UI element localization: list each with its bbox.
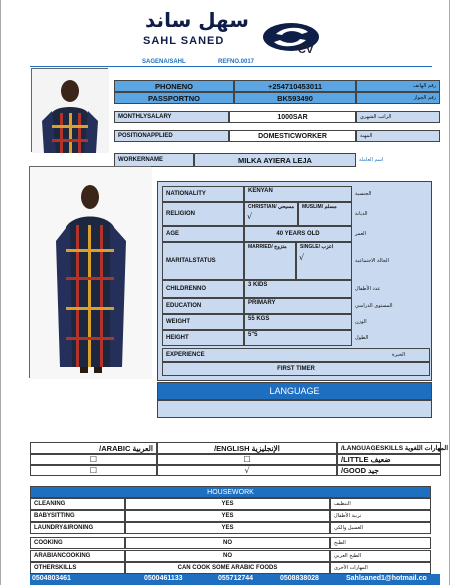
- lang-good-label: /GOOD جيد: [337, 465, 441, 476]
- hw-other-skills-value: CAN COOK SOME ARABIC FOODS: [125, 562, 330, 574]
- nationality-label-ar: الجنسية: [352, 186, 430, 202]
- experience-label: EXPERIENCE: [162, 348, 430, 362]
- worker-photo-full: [29, 166, 151, 378]
- weight-label: WEIGHT: [162, 314, 244, 330]
- nationality-label: NATIONALITY: [162, 186, 244, 202]
- children-label: CHILDRENNO: [162, 280, 244, 298]
- experience-label-ar: الخبرة: [392, 352, 406, 358]
- hw-laundry-label: LAUNDRY&IRONING: [30, 522, 125, 534]
- education-label-ar: المستوى الدراسي: [352, 298, 430, 314]
- lang-skills-header: /LANGUAGESKILLS المهارات اللغوية: [337, 442, 441, 454]
- housework-header: HOUSEWORK: [30, 486, 431, 498]
- phone-value: +254710453011: [234, 80, 356, 92]
- position-value: DOMESTICWORKER: [229, 130, 356, 142]
- hw-cooking-label-ar: الطبخ: [330, 537, 431, 549]
- nationality-value: KENYAN: [244, 186, 352, 202]
- religion-label-ar: الديانة: [352, 202, 430, 226]
- language-band: LANGUAGE: [157, 382, 432, 400]
- age-value: 40 YEARS OLD: [244, 226, 352, 242]
- position-label: POSITIONAPPLIED: [114, 130, 229, 142]
- footer-phone-2: 0500461133: [144, 575, 183, 582]
- contact-footer: [30, 574, 440, 585]
- height-value: 5"5: [244, 330, 352, 346]
- weight-label-ar: الوزن: [352, 314, 430, 330]
- hw-babysitting-label: BABYSITTING: [30, 510, 125, 522]
- lang-little-label: /LITTLE ضعيف: [337, 454, 441, 465]
- age-label-ar: العمر: [352, 226, 430, 242]
- salary-label-ar: الراتب الشهري: [356, 111, 440, 123]
- religion-option-muslim: MUSLIM/ مسلم: [298, 202, 352, 226]
- worker-portrait-icon: [32, 69, 109, 153]
- hw-cleaning-label: CLEANING: [30, 498, 125, 510]
- arabic-good-checkbox[interactable]: ☐: [30, 465, 157, 476]
- marital-option-single: SINGLE/ اعزب: [296, 242, 352, 280]
- agency-code: SAGENA/SAHL: [142, 59, 186, 65]
- religion-tick-icon: √: [247, 212, 253, 221]
- hw-laundry-value: YES: [125, 522, 330, 534]
- worker-name-value: MILKA AYIERA LEJA: [194, 153, 356, 167]
- reference-number: REFNO.0017: [218, 59, 255, 65]
- passport-label-ar: رقم الجواز: [356, 92, 440, 104]
- phone-label-ar: رقم الهاتف: [356, 80, 440, 92]
- worker-photo-small: [31, 68, 108, 152]
- hw-babysitting-value: YES: [125, 510, 330, 522]
- weight-value: 55 KGS: [244, 314, 352, 330]
- cv-title: CV: [298, 44, 314, 56]
- height-label-ar: الطول: [352, 330, 430, 346]
- religion-label: RELIGION: [162, 202, 244, 226]
- hw-babysitting-label-ar: تربية الأطفال: [330, 510, 431, 522]
- marital-label-ar: الحالة الاجتماعية: [352, 242, 430, 280]
- lang-arabic-header: /ARABIC العربية: [30, 442, 157, 454]
- english-good-tick-icon: √: [157, 465, 337, 476]
- religion-option-christian: CHRISTIAN/ مسيحي: [244, 202, 298, 226]
- salary-label: MONTHLYSALARY: [114, 111, 229, 123]
- passport-value: BK593490: [234, 92, 356, 104]
- footer-phone-4: 0508838028: [280, 575, 319, 582]
- hw-other-skills-label: OTHERSKILLS: [30, 562, 125, 574]
- footer-phone-1: 0504803461: [32, 575, 71, 582]
- hw-arabian-cooking-label: ARABIANCOOKING: [30, 550, 125, 562]
- english-little-checkbox[interactable]: ☐: [157, 454, 337, 465]
- salary-value: 1000SAR: [229, 111, 356, 123]
- education-value: PRIMARY: [244, 298, 352, 314]
- logo-arabic-text: سهل ساند: [145, 8, 249, 32]
- hw-cooking-value: NO: [125, 537, 330, 549]
- lang-english-header: /ENGLISH الإنجليزية: [157, 442, 337, 454]
- hw-other-skills-label-ar: المهارات الأخرى: [330, 562, 431, 574]
- hw-cooking-label: COOKING: [30, 537, 125, 549]
- footer-phone-3: 055712744: [218, 575, 254, 582]
- arabic-little-checkbox[interactable]: ☐: [30, 454, 157, 465]
- reference-line: [30, 58, 432, 67]
- children-value: 3 KIDS: [244, 280, 352, 298]
- worker-full-body-icon: [30, 167, 152, 379]
- logo-english-text: SAHL SANED: [143, 35, 225, 47]
- position-label-ar: المهنة: [356, 130, 440, 142]
- age-label: AGE: [162, 226, 244, 242]
- hw-laundry-label-ar: الغسيل والكي: [330, 522, 431, 534]
- marital-option-married: MARRIED/ متزوج: [244, 242, 296, 280]
- phone-label: PHONENO: [114, 80, 234, 92]
- footer-email: Sahlsaned1@hotmail.co: [346, 575, 427, 582]
- worker-name-label-ar: اسم العاملة: [359, 157, 384, 163]
- experience-value: FIRST TIMER: [162, 362, 430, 376]
- marital-tick-icon: √: [299, 253, 305, 262]
- children-label-ar: عدد الأطفال: [352, 280, 430, 298]
- hw-cleaning-value: YES: [125, 498, 330, 510]
- hw-arabian-cooking-label-ar: الطبخ العربي: [330, 550, 431, 562]
- hw-cleaning-label-ar: التنظيف: [330, 498, 431, 510]
- passport-label: PASSPORTNO: [114, 92, 234, 104]
- marital-label: MARITALSTATUS: [162, 242, 244, 280]
- height-label: HEIGHT: [162, 330, 244, 346]
- language-band-blank: [157, 400, 432, 418]
- worker-name-label: WORKERNAME: [114, 153, 194, 167]
- hw-arabian-cooking-value: NO: [125, 550, 330, 562]
- education-label: EDUCATION: [162, 298, 244, 314]
